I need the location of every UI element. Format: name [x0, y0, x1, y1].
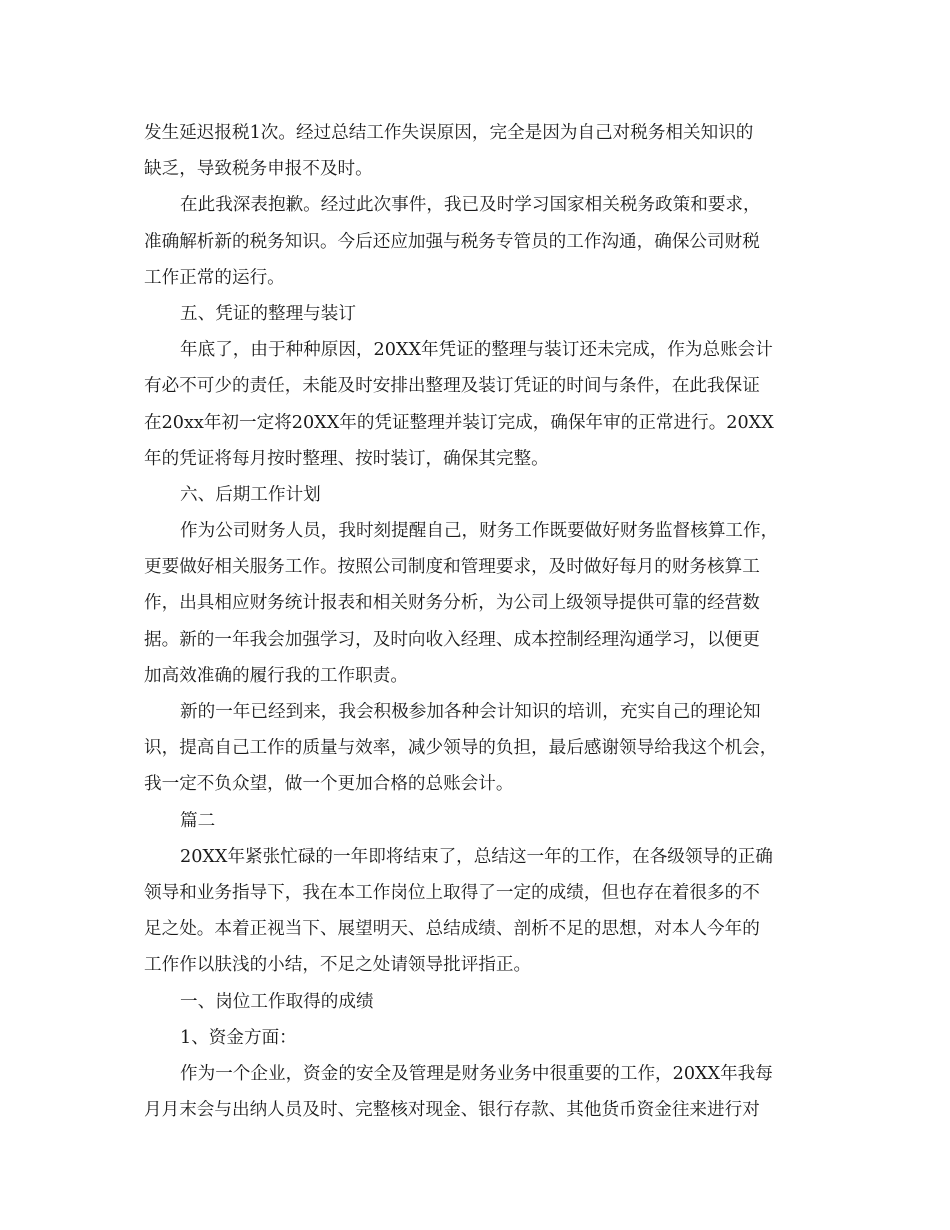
text-line: 缺乏，导致税务申报不及时。	[144, 159, 373, 180]
text-line: 作为公司财务人员，我时刻提醒自己，财务工作既要做好财务监督核算工作，	[180, 521, 779, 542]
text-line: 工作正常的运行。	[144, 267, 285, 288]
text-line: 工作作以肤浅的小结，不足之处请领导批评指正。	[144, 955, 532, 976]
text-line: 领导和业务指导下，我在本工作岗位上取得了一定的成绩，但也存在着很多的不	[144, 882, 760, 903]
text-line: 年的凭证将每月按时整理、按时装订，确保其完整。	[144, 448, 549, 469]
text-line: 发生延迟报税1次。经过总结工作失误原因，完全是因为自己对税务相关知识的	[144, 123, 754, 143]
text-line: 篇二	[180, 810, 216, 831]
text-line: 准确解析新的税务知识。今后还应加强与税务专管员的工作沟通，确保公司财税	[144, 231, 760, 252]
text-line: 有必不可少的责任，未能及时安排出整理及装订凭证的时间与条件，在此我保证	[144, 376, 760, 397]
text-line: 新的一年已经到来，我会积极参加各种会计知识的培训，充实自己的理论知	[180, 702, 761, 722]
text-line: 在20xx年初一定将20XX年的凭证整理并装订完成，确保年审的正常进行。20XX	[144, 412, 774, 433]
text-line: 识，提高自己工作的质量与效率，减少领导的负担，最后感谢领导给我这个机会，	[144, 738, 778, 759]
text-line: 一、岗位工作取得的成绩	[180, 991, 374, 1012]
text-line: 加高效准确的履行我的工作职责。	[144, 665, 408, 686]
text-line: 作，出具相应财务统计报表和相关财务分析，为公司上级领导提供可靠的经营数	[144, 593, 760, 614]
text-line: 在此我深表抱歉。经过此次事件，我已及时学习国家相关税务政策和要求，	[180, 195, 761, 216]
text-line: 足之处。本着正视当下、展望明天、总结成绩、剖析不足的思想，对本人今年的	[144, 919, 760, 940]
text-line: 月月末会与出纳人员及时、完整核对现金、银行存款、其他货币资金往来进行对	[144, 1100, 760, 1121]
text-line: 六、后期工作计划	[180, 484, 321, 505]
text-line: 据。新的一年我会加强学习，及时向收入经理、成本控制经理沟通学习，以便更	[144, 629, 760, 650]
text-line: 更要做好相关服务工作。按照公司制度和管理要求，及时做好每月的财务核算工	[144, 557, 760, 578]
text-line: 1、资金方面：	[180, 1027, 297, 1048]
text-line: 年底了，由于种种原因，20XX年凭证的整理与装订还未完成，作为总账会计	[180, 340, 773, 361]
text-line: 五、凭证的整理与装订	[180, 303, 356, 324]
text-line: 20XX年紧张忙碌的一年即将结束了，总结这一年的工作，在各级领导的正确	[180, 846, 773, 867]
document-body	[144, 115, 810, 1128]
text-line: 作为一个企业，资金的安全及管理是财务业务中很重要的工作，20XX年我每	[180, 1063, 773, 1084]
text-line: 我一定不负众望，做一个更加合格的总账会计。	[144, 774, 514, 795]
